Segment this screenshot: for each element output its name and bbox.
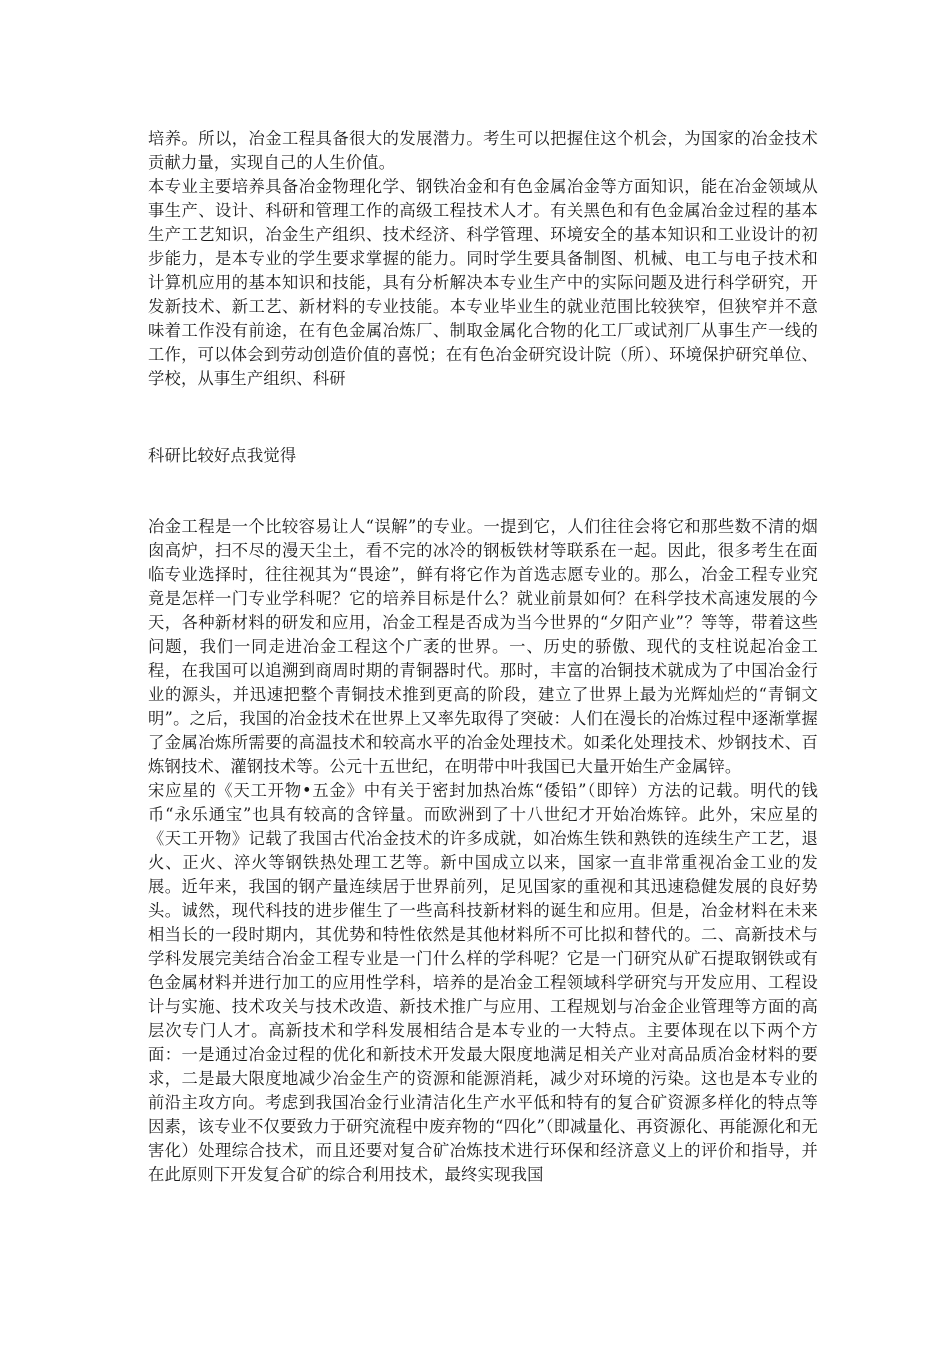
paragraph: 培养。所以，冶金工程具备很大的发展潜力。考生可以把握住这个机会，为国家的冶金技术贡献力量，实现自己的人生价值。 [148, 129, 818, 172]
section-one [148, 127, 818, 391]
comment-line-block [148, 444, 818, 468]
paragraph: 宋应星的《天工开物•五金》中有关于密封加热冶炼“倭铅”（即锌）方法的记载。明代的钱币“永乐通宝”也具有较高的含锌量。而欧洲到了十八世纪才开始冶炼锌。此外，宋应星的《天工开物》记载了我国古代冶金技术的许多成就，如冶炼生铁和熟铁的连续生产工艺，退火、正火、淬火等钢铁热处理工艺等。新中国成立以来，国家一直非常重视冶金工业的发展。近年来，我国的钢产量连续居于世界前列，足见国家的重视和其迅速稳健发展的良好势头。诚然，现代科技的进步催生了一些高科技新材料的诞生和应用。但是，冶金材料在未来相当长的一段时期内，其优势和特性依然是其他材料所不可比拟和替代的。二、高新技术与学科发展完美结合冶金工程专业是一门什么样的学科呢？它是一门研究从矿石提取钢铁或有色金属材料并进行加工的应用性学科，培养的是冶金工程领域科学研究与开发应用、工程设计与实施、技术攻关与技术改造、新技术推广与应用、工程规划与冶金企业管理等方面的高层次专门人才。高新技术和学科发展相结合是本专业的一大特点。主要体现在以下两个方面：一是通过冶金过程的优化和新技术开发最大限度地满足相关产业对高品质冶金材料的要求，二是最大限度地减少冶金生产的资源和能源消耗，减少对环境的污染。这也是本专业的前沿主攻方向。考虑到我国冶金行业清洁化生产水平低和特有的复合矿资源多样化的特点等因素，该专业不仅要致力于研究流程中废弃物的“四化”（即减量化、再资源化、再能源化和无害化）处理综合技术，而且还要对复合矿冶炼技术进行环保和经济意义上的评价和指导，并在此原则下开发复合矿的综合利用技术，最终实现我国 [148, 781, 818, 1184]
section-two [148, 515, 818, 1187]
comment-line: 科研比较好点我觉得 [148, 446, 297, 465]
paragraph: 本专业主要培养具备冶金物理化学、钢铁冶金和有色金属冶金等方面知识，能在冶金领域从事生产、设计、科研和管理工作的高级工程技术人才。有关黑色和有色金属冶金过程的基本生产工艺知识，冶金生产组织、技术经济、科学管理、环境安全的基本知识和工业设计的初步能力，是本专业的学生要求掌握的能力。同时学生要具备制图、机械、电工与电子技术和计算机应用的基本知识和技能，具有分析解决本专业生产中的实际问题及进行科学研究，开发新技术、新工艺、新材料的专业技能。本专业毕业生的就业范围比较狭窄，但狭窄并不意味着工作没有前途，在有色金属冶炼厂、制取金属化合物的化工厂或试剂厂从事生产一线的工作，可以体会到劳动创造价值的喜悦；在有色冶金研究设计院（所）、环境保护研究单位、学校，从事生产组织、科研 [148, 177, 818, 388]
paragraph: 冶金工程是一个比较容易让人“误解”的专业。一提到它，人们往往会将它和那些数不清的烟囱高炉，扫不尽的漫天尘土，看不完的冰冷的钢板铁材等联系在一起。因此，很多考生在面临专业选择时，往往视其为“畏途”，鲜有将它作为首选志愿专业的。那么，冶金工程专业究竟是怎样一门专业学科呢？它的培养目标是什么？就业前景如何？在科学技术高速发展的今天，各种新材料的研发和应用，冶金工程是否成为当今世界的“夕阳产业”？等等，带着这些问题，我们一同走进冶金工程这个广袤的世界。一、历史的骄傲、现代的支柱说起冶金工程，在我国可以追溯到商周时期的青铜器时代。那时，丰富的冶铜技术就成为了中国冶金行业的源头，并迅速把整个青铜技术推到更高的阶段，建立了世界上最为光辉灿烂的“青铜文明”。之后，我国的冶金技术在世界上又率先取得了突破：人们在漫长的冶炼过程中逐渐掌握了金属冶炼所需要的高温技术和较高水平的冶金处理技术。如柔化处理技术、炒钢技术、百炼钢技术、灌钢技术等。公元十五世纪，在明带中叶我国已大量开始生产金属锌。 [148, 517, 818, 776]
